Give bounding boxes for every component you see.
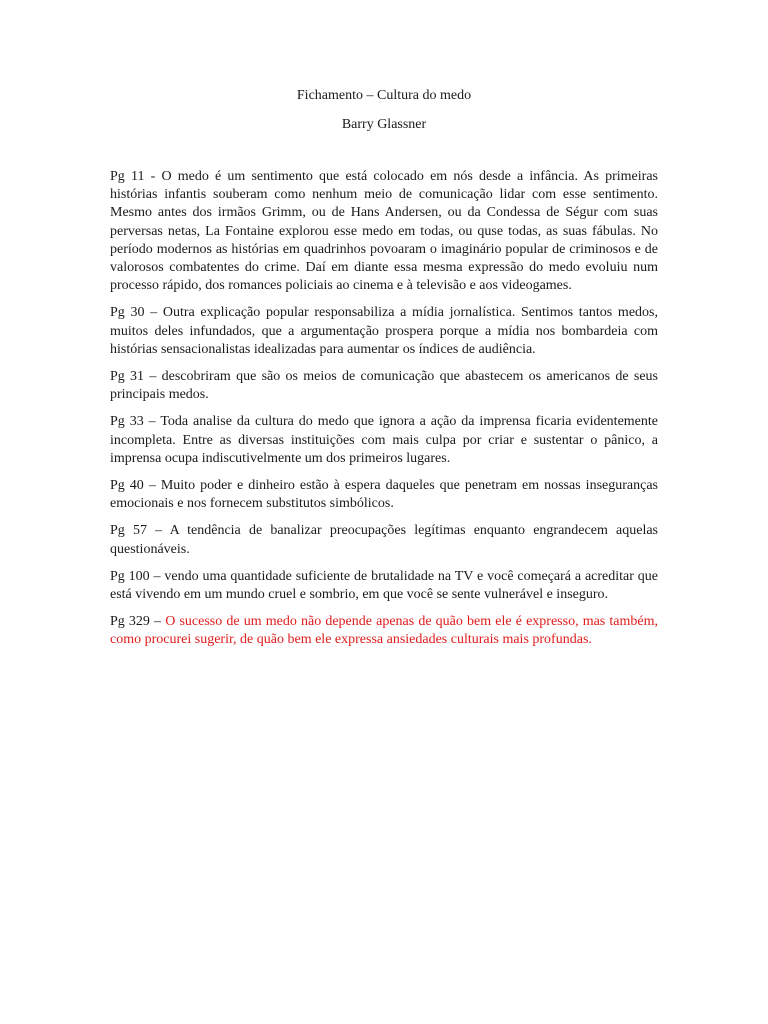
note-page-ref: Pg 11 -	[110, 169, 162, 184]
note-text: Toda analise da cultura do medo que ignora a ação da imprensa ficaria evidentemente incompleta. Entre as diversas instituições com mais culpa por criar e sustentar o pânico, a imprensa ocupa indiscutivelmente um dos primeiros lugares.	[110, 414, 658, 466]
note-pg-30	[110, 304, 658, 359]
note-text: Muito poder e dinheiro estão à espera daqueles que penetram em nossas inseguranças emocionais e nos fornecem substitutos simbólicos.	[110, 478, 658, 512]
note-page-ref: Pg 30 –	[110, 305, 163, 321]
note-page-ref: Pg 329 –	[110, 614, 166, 630]
notes-list	[110, 168, 658, 659]
note-pg-40	[110, 477, 658, 513]
note-text: A tendência de banalizar preocupações legítimas enquanto engrandecem aquelas questionáveis.	[110, 523, 659, 557]
note-page-ref: Pg 33 –	[110, 414, 161, 430]
note-pg-329	[110, 613, 658, 649]
note-pg-100	[110, 568, 658, 604]
note-page-ref: Pg 40 –	[110, 478, 161, 494]
note-text: O medo é um sentimento que está colocado em nós desde a infância. As primeiras histórias infantis souberam como nenhum meio de comunicação lidar com esse sentimento. Mesmo antes dos irmãos Grimm, ou de Hans Andersen, ou da Condessa de Ségur com suas perversas netas, La Fontaine explorou esse medo em todas, ou quse todas, as suas fábulas. No período modernos as histórias em quadrinhos povoaram o imaginário popular de criminosos e de valorosos combatentes do crime. Daí em diante essa mesma expressão do medo evoluiu num processo rápido, dos romances policiais ao cinema e à televisão e aos videogames.	[110, 169, 658, 294]
note-pg-33	[110, 413, 658, 468]
note-text: descobriram que são os meios de comunicação que abastecem os americanos de seus principais medos.	[110, 369, 658, 403]
note-text-highlighted: O sucesso de um medo não depende apenas de quão bem ele é expresso, mas também, como procurei sugerir, de quão bem ele expressa ansiedades culturais mais profundas.	[110, 614, 658, 648]
document-author: Barry Glassner	[341, 117, 427, 132]
note-pg-57	[110, 522, 658, 558]
note-pg-11	[110, 168, 658, 295]
note-page-ref: Pg 31 –	[110, 369, 162, 385]
note-page-ref: Pg 100 –	[110, 568, 165, 584]
note-text: Outra explicação popular responsabiliza a mídia jornalística. Sentimos tantos medos, muitos deles infundados, que a argumentação prospera porque a mídia nos bombardeia com histórias sensacionalistas idealizadas para aumentar os índices de audiência.	[110, 305, 658, 357]
document-title: Fichamento – Cultura do medo	[296, 88, 472, 103]
note-page-ref: Pg 57 –	[110, 523, 170, 539]
note-pg-31	[110, 368, 658, 404]
note-text: vendo uma quantidade suficiente de brutalidade na TV e você começará a acreditar que está vivendo em um mundo cruel e sombrio, em que você se sente vulnerável e inseguro.	[110, 568, 658, 603]
